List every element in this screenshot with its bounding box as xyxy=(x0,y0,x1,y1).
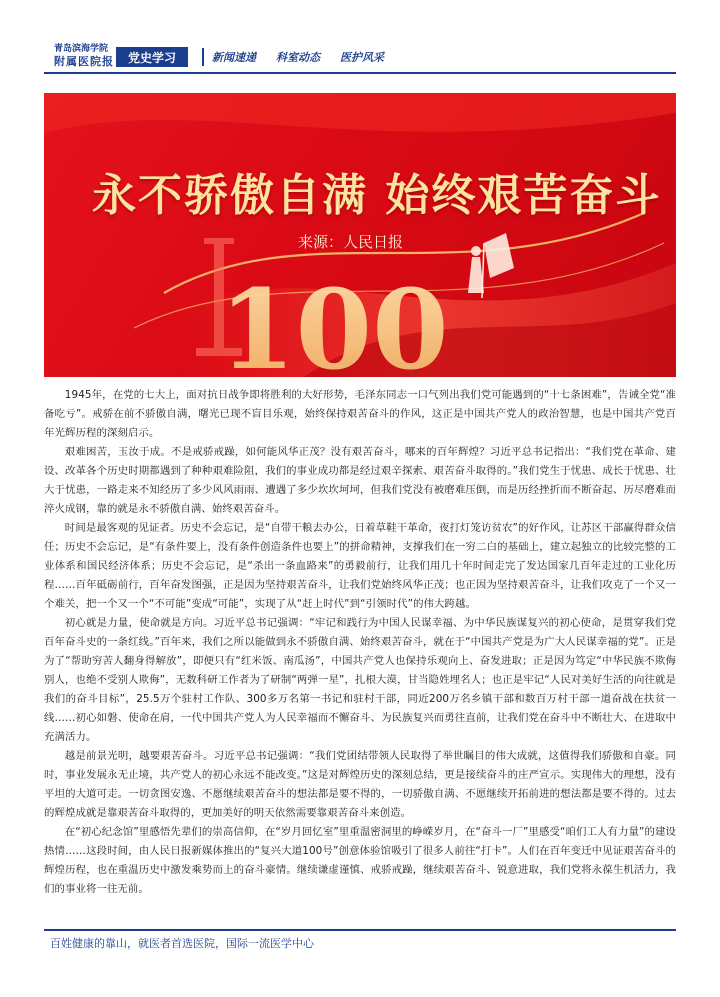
article-paragraph: 初心就是力量，使命就是方向。习近平总书记强调：“牢记和践行为中国人民谋幸福、为中华民族谋复兴的初心使命，是贯穿我们党百年奋斗史的一条红线。”百年来，我们之所以能做到永不骄傲自满、始终艰苦奋斗，就在于“中国共产党是为广大人民谋幸福的党”。正是为了“帮助穷苦人翻身得解放”，即便只有“红米饭、南瓜汤”，中国共产党人也保持乐观向上、奋发进取；正是因为笃定“中华民族不欺侮别人，也绝不受别人欺侮”，无数科研工作者为了研制“两弹一星”，扎根大漠，甘当隐姓埋名人；也正是牢记“人民对美好生活的向往就是我们的奋斗目标”，25.5万个驻村工作队、300多万名第一书记和驻村干部，同近200万名乡镇干部和数百万村干部一道奋战在扶贫一线……初心如磐、使命在肩，一代中国共产党人为人民幸福而不懈奋斗、为民族复兴而勇往直前，让我们党在奋斗中不断壮大、在进取中充满活力。 xyxy=(44,617,676,743)
anniversary-100-emblem xyxy=(219,265,449,377)
section-tab[interactable]: 党史学习 xyxy=(116,47,188,67)
banner-source: 来源：人民日报 xyxy=(298,233,404,251)
article-paragraph: 1945年，在党的七大上，面对抗日战争即将胜利的大好形势，毛泽东同志一口气列出我们党可能遇到的“十七条困难”，告诫全党“准备吃亏”。戒骄在前不骄傲自满，曙光已现不盲目乐观，始终保持艰苦奋斗的作风，这正是中国共产党人的政治智慧，也是中国共产党百年光辉历程的深刻启示。 xyxy=(44,389,676,439)
header-divider xyxy=(202,48,204,66)
header-rule xyxy=(44,72,676,74)
banner-title: 永不骄傲自满 始终艰苦奋斗 xyxy=(92,170,662,221)
flag-bearer-icon xyxy=(468,233,514,298)
article-banner xyxy=(44,93,676,377)
article-paragraph: 时间是最客观的见证者。历史不会忘记，是“自带干粮去办公，日着草鞋干革命，夜打灯笼访贫农”的好作风，让苏区干部赢得群众信任；历史不会忘记，是“有条件要上，没有条件创造条件也要上”的拼命精神，支撑我们在一穷二白的基础上，建立起独立的比较完整的工业体系和国民经济体系；历史不会忘记，是“杀出一条血路来”的勇毅前行，让我们用几十年时间走完了发达国家几百年走过的工业化历程……百年砥砺前行，百年奋发图强，正是因为坚持艰苦奋斗，让我们党始终风华正茂；也正因为坚持艰苦奋斗，让我们攻克了一个又一个难关，把一个又一个“不可能”变成“可能”，实现了从“赶上时代”到“引领时代”的伟大跨越。 xyxy=(44,522,676,610)
article-paragraph: 在“初心纪念馆”里感悟先辈们的崇高信仰，在“岁月回忆室”里重温密洞里的峥嵘岁月，在“奋斗一厂”里感受“咱们工人有力量”的建设热情……这段时间，由人民日报新媒体推出的“复兴大道100号”创意体验馆吸引了很多人前往“打卡”。人们在百年变迁中见证艰苦奋斗的辉煌历程，也在重温历史中激发乘势而上的奋斗豪情。继续谦虚谨慎、戒骄戒躁，继续艰苦奋斗、锐意进取，我们党将永葆生机活力，我们的事业将一往无前。 xyxy=(44,826,676,895)
footer-slogan: 百姓健康的靠山，就医者首选医院，国际一流医学中心 xyxy=(50,937,314,950)
page-header xyxy=(0,0,720,74)
nav-item-staff[interactable]: 医护风采 xyxy=(340,51,384,64)
emblem-text: 100 xyxy=(219,265,449,377)
banner-wave-top xyxy=(44,93,676,133)
logo-line1: 青岛滨海学院 xyxy=(54,44,109,54)
nav-item-news[interactable]: 新闻速递 xyxy=(212,51,256,64)
footer-rule xyxy=(44,929,676,931)
article-paragraph: 越是前景光明，越要艰苦奋斗。习近平总书记强调：“我们党团结带领人民取得了举世瞩目的伟大成就，这值得我们骄傲和自豪。同时，事业发展永无止境，共产党人的初心永远不能改变。”这是对辉煌历史的深刻总结，更是接续奋斗的庄严宣示。实现伟大的理想，没有平坦的大道可走。一切贪图安逸、不愿继续艰苦奋斗的想法都是要不得的，一切骄傲自满、不愿继续开拓前进的想法都是要不得的。过去的辉煌成就是靠艰苦奋斗取得的，更加美好的明天依然需要靠艰苦奋斗来创造。 xyxy=(44,750,676,819)
article-body xyxy=(44,386,676,899)
article-paragraph: 艰难困苦，玉汝于成。不是戒骄戒躁，如何能风华正茂？没有艰苦奋斗，哪来的百年辉煌？习近平总书记指出：“我们党在革命、建设、改革各个历史时期都遇到了种种艰难险阻，我们的事业成功都是经过艰辛探索、艰苦奋斗取得的。”我们党生于忧患、成长于忧患、壮大于忧患，一路走来不知经历了多少风风雨雨、遭遇了多少坎坎坷坷，但我们党没有被磨难压倒，而是历经挫折而不断奋起、历尽磨难而淬火成钢，靠的就是永不骄傲自满、始终艰苦奋斗。 xyxy=(44,446,676,515)
logo-line2: 附属医院报 xyxy=(54,55,114,68)
nav-item-departments[interactable]: 科室动态 xyxy=(276,51,320,64)
newspaper-logo xyxy=(54,44,114,69)
section-nav xyxy=(212,49,384,65)
